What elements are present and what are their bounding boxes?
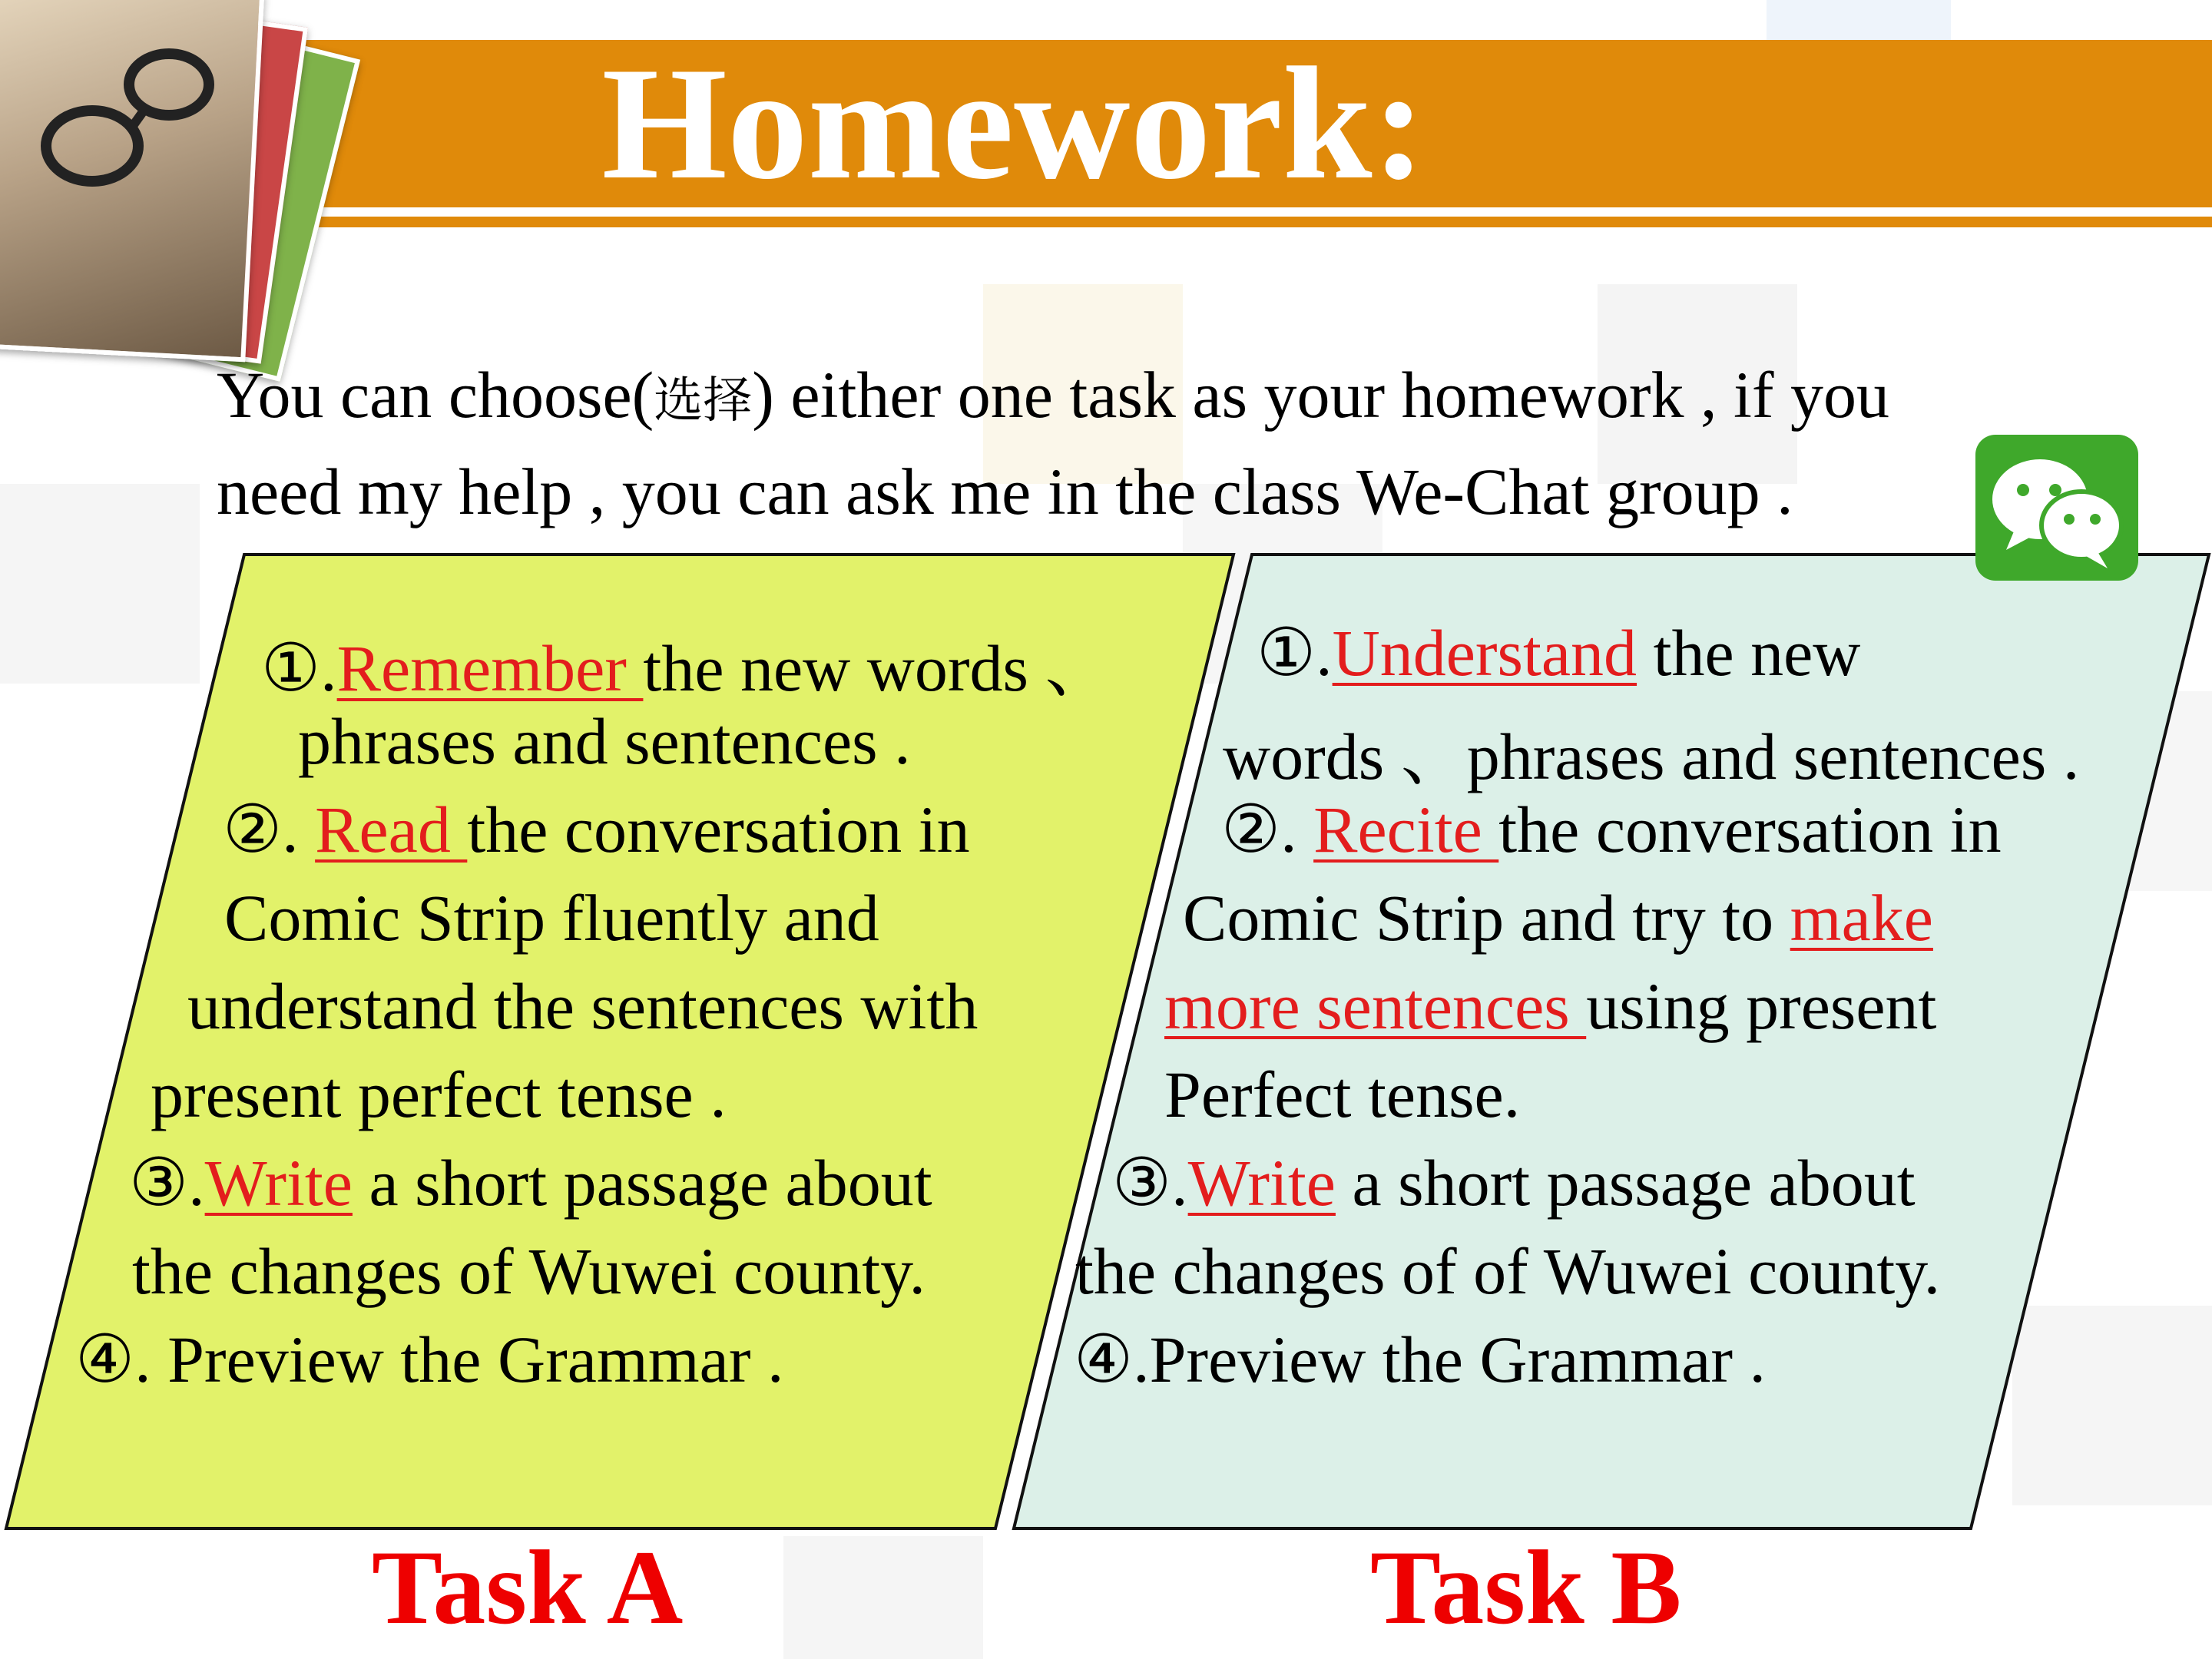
task-b-item-4: ④.Preview the Grammar . bbox=[1074, 1323, 1766, 1396]
task-a-item-1: ①.Remember the new words 、 bbox=[261, 631, 1111, 705]
task-a-item-1-cont: phrases and sentences . bbox=[298, 704, 911, 778]
intro-line-1: You can choose(选择) either one task as your homework , if you bbox=[217, 358, 1890, 432]
wechat-icon bbox=[1975, 435, 2138, 581]
task-a-item-2: ②. Read the conversation in bbox=[223, 793, 970, 866]
task-b-item-3: ③.Write a short passage about bbox=[1112, 1146, 1916, 1220]
task-a-item-2-cont-2: understand the sentences with bbox=[187, 969, 979, 1043]
task-b-item-2: ②. Recite the conversation in bbox=[1221, 793, 2002, 866]
intro-line-2: need my help , you can ask me in the class We-Chat group . bbox=[217, 455, 1793, 528]
task-b-item-2-cont-1: Comic Strip and try to make bbox=[1183, 881, 1933, 955]
task-b-item-1: ①.Understand the new bbox=[1257, 616, 1861, 690]
task-a-label: Task A bbox=[372, 1528, 684, 1646]
task-a-item-4: ④. Preview the Grammar . bbox=[75, 1323, 784, 1396]
task-a-item-3-cont: the changes of Wuwei county. bbox=[132, 1234, 926, 1308]
task-b-item-1-cont: words 、phrases and sentences . bbox=[1223, 720, 2080, 793]
task-b-item-2-cont-3: Perfect tense. bbox=[1164, 1058, 1521, 1131]
task-a-item-3: ③.Write a short passage about bbox=[129, 1146, 932, 1220]
task-a-item-2-cont-3: present perfect tense . bbox=[151, 1058, 727, 1131]
task-b-item-2-cont-2: more sentences using present bbox=[1164, 969, 1937, 1043]
task-b-item-3-cont: the changes of of Wuwei county. bbox=[1075, 1234, 1941, 1308]
task-a-item-2-cont-1: Comic Strip fluently and bbox=[224, 881, 879, 955]
task-b-label: Task B bbox=[1370, 1528, 1682, 1646]
page-title: Homework: bbox=[601, 35, 1426, 213]
